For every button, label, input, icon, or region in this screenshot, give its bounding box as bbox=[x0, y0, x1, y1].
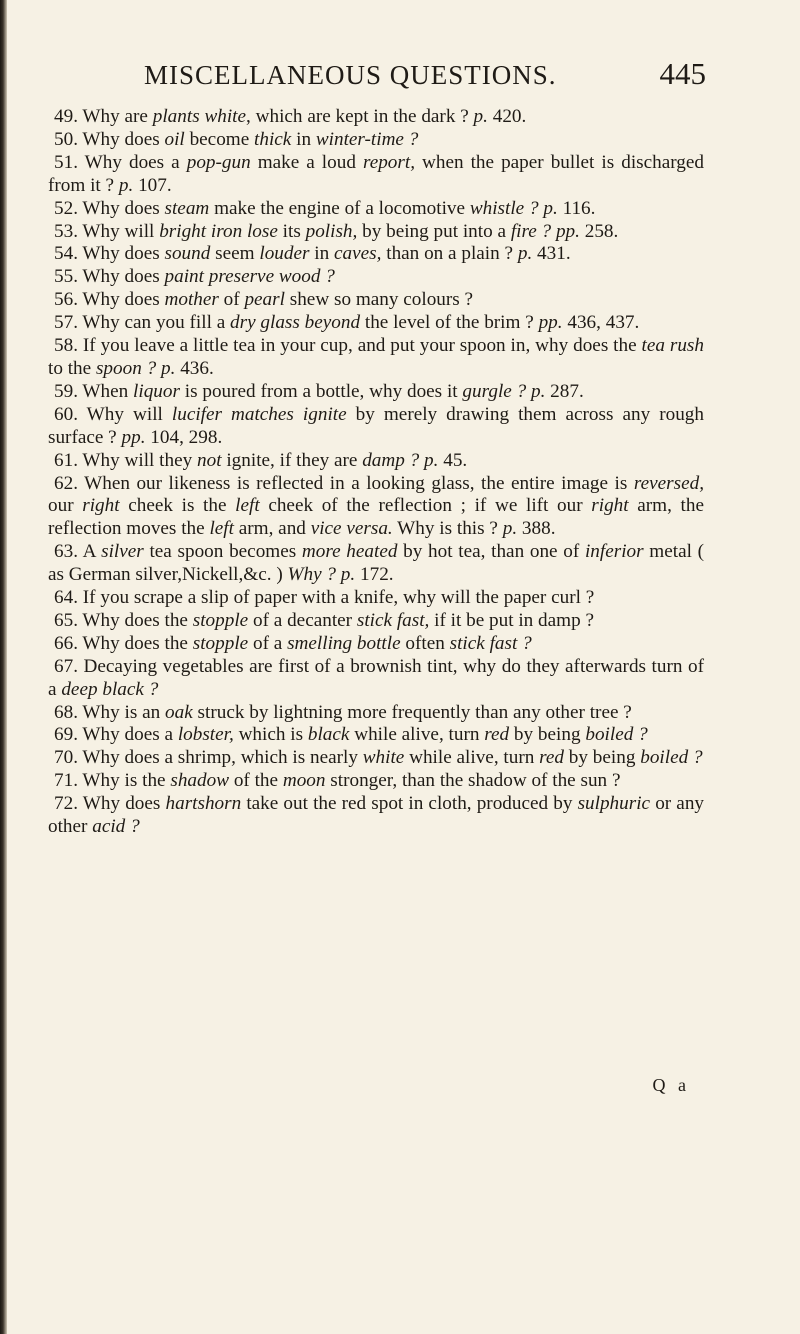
question-emphasis: oil bbox=[164, 128, 185, 150]
question-emphasis: white bbox=[362, 747, 405, 769]
question-emphasis: p. bbox=[161, 357, 176, 379]
question-text: cheek is the bbox=[119, 495, 236, 517]
question-emphasis: spoon ? bbox=[95, 357, 157, 379]
question-text: make a loud bbox=[250, 151, 363, 173]
question-item bbox=[48, 793, 704, 839]
question-emphasis: right bbox=[591, 495, 629, 517]
question-text: 388. bbox=[517, 518, 556, 540]
question-text: 258. bbox=[579, 220, 619, 242]
question-item bbox=[48, 656, 704, 702]
question-emphasis: red bbox=[539, 747, 564, 769]
question-text: 70. Why does a shrimp, which is nearly bbox=[54, 747, 363, 769]
question-emphasis: stick fast ? bbox=[449, 632, 532, 654]
question-text: by merely drawing them across any rough surface ? bbox=[48, 403, 704, 448]
question-text: by being put into a bbox=[357, 220, 511, 242]
question-text: 69. Why does a bbox=[54, 724, 178, 746]
question-emphasis: p. bbox=[424, 449, 439, 471]
question-emphasis: vice versa. bbox=[310, 518, 393, 540]
question-text: the level of the brim ? bbox=[360, 312, 539, 334]
question-emphasis: paint preserve wood ? bbox=[164, 266, 335, 288]
running-head bbox=[56, 56, 706, 94]
question-text: arm, the reflection moves the bbox=[48, 495, 704, 540]
question-item bbox=[48, 473, 704, 542]
question-text: when the paper bullet is discharged from it ? bbox=[48, 151, 704, 196]
question-emphasis: left bbox=[209, 518, 234, 540]
question-emphasis: p. bbox=[543, 197, 558, 219]
question-text: by being bbox=[564, 747, 641, 769]
question-item bbox=[48, 243, 704, 266]
question-emphasis: lucifer matches ignite bbox=[171, 403, 347, 425]
question-text: 45. bbox=[438, 449, 468, 471]
question-text: by hot tea, than one of bbox=[397, 541, 585, 563]
question-item bbox=[48, 335, 704, 381]
question-emphasis: bright iron lose bbox=[159, 220, 278, 242]
question-emphasis: stopple bbox=[192, 632, 249, 654]
question-text: or any other bbox=[48, 793, 705, 838]
question-emphasis: silver bbox=[101, 541, 144, 563]
question-text: while alive, turn bbox=[349, 724, 485, 746]
question-item bbox=[48, 312, 704, 335]
question-text: 62. When our likeness is reflected in a looking glass, the entire image is bbox=[54, 472, 634, 494]
question-item bbox=[48, 266, 704, 289]
question-emphasis: winter-time ? bbox=[315, 128, 419, 150]
question-item bbox=[48, 633, 704, 656]
question-emphasis: pop-gun bbox=[186, 151, 251, 173]
question-emphasis: p. bbox=[517, 243, 533, 265]
question-item bbox=[48, 404, 704, 450]
question-emphasis: inferior bbox=[584, 541, 644, 563]
question-emphasis: tea rush bbox=[641, 335, 704, 357]
question-text: become bbox=[184, 128, 255, 150]
question-emphasis: pp. bbox=[555, 220, 580, 242]
question-emphasis: acid ? bbox=[92, 816, 140, 838]
question-text: stronger, than the shadow of the sun ? bbox=[325, 770, 621, 792]
question-text: 431. bbox=[532, 243, 571, 265]
question-emphasis: louder bbox=[259, 243, 310, 265]
question-emphasis: liquor bbox=[133, 380, 180, 402]
question-text: 59. When bbox=[54, 380, 134, 402]
question-text: 57. Why can you fill a bbox=[54, 312, 231, 334]
question-emphasis: reversed, bbox=[633, 472, 704, 494]
question-text: 63. A bbox=[54, 541, 102, 563]
question-item bbox=[48, 152, 704, 198]
question-text: seem bbox=[210, 243, 260, 265]
question-text: metal ( as German silver,Nickell,&c. ) bbox=[48, 541, 704, 586]
question-text: 104, 298. bbox=[145, 426, 223, 448]
question-emphasis: lobster, bbox=[177, 724, 234, 746]
question-emphasis: dry glass beyond bbox=[230, 312, 361, 334]
question-text: in bbox=[291, 128, 316, 150]
question-text: 116. bbox=[557, 197, 596, 219]
question-emphasis: left bbox=[235, 495, 260, 517]
question-text: is poured from a bottle, why does it bbox=[179, 380, 463, 402]
question-emphasis: caves, bbox=[334, 243, 382, 265]
signature-mark: Q a bbox=[652, 1075, 690, 1095]
question-text: of bbox=[218, 289, 245, 311]
question-text: 51. Why does a bbox=[54, 151, 187, 173]
question-item bbox=[48, 724, 704, 747]
question-item bbox=[48, 289, 704, 312]
question-text: cheek of the reflection ; if we lift our bbox=[259, 495, 592, 517]
question-item bbox=[48, 106, 704, 129]
question-text: 436, 437. bbox=[562, 312, 640, 334]
question-emphasis: stopple bbox=[192, 609, 249, 631]
question-item bbox=[48, 450, 704, 473]
question-text: , which are kept in the dark ? bbox=[246, 106, 474, 127]
question-emphasis: thick bbox=[254, 128, 292, 150]
question-text: by being bbox=[509, 724, 586, 746]
page-number: 445 bbox=[659, 56, 706, 91]
question-emphasis: deep black ? bbox=[61, 678, 159, 700]
question-text: make the engine of a locomotive bbox=[209, 197, 470, 219]
question-text: often bbox=[400, 632, 450, 654]
question-emphasis: smelling bottle bbox=[287, 632, 401, 654]
question-text: 55. Why does bbox=[54, 266, 165, 288]
question-text: in bbox=[309, 243, 335, 265]
question-text: take out the red spot in cloth, produced by bbox=[241, 793, 578, 815]
question-emphasis: hartshorn bbox=[165, 793, 242, 815]
question-text: 107. bbox=[133, 174, 172, 196]
question-text: 71. Why is the bbox=[54, 770, 171, 792]
question-emphasis: polish, bbox=[305, 220, 358, 242]
question-text: ignite, if they are bbox=[221, 449, 363, 471]
question-text: of a decanter bbox=[248, 609, 357, 631]
question-emphasis: p. bbox=[502, 518, 518, 540]
question-text: of the bbox=[229, 770, 283, 792]
question-text: 64. If you scrape a slip of paper with a knife, why will the paper curl ? bbox=[54, 587, 595, 609]
question-emphasis: red bbox=[484, 724, 510, 746]
question-text: of a bbox=[248, 632, 288, 654]
question-emphasis: oak bbox=[165, 701, 193, 723]
question-text: 56. Why does bbox=[54, 289, 165, 311]
question-emphasis: pp. bbox=[121, 426, 146, 448]
question-emphasis: sound bbox=[164, 243, 211, 265]
question-text: 72. Why does bbox=[54, 793, 166, 815]
question-item bbox=[48, 587, 704, 610]
question-text: 58. If you leave a little tea in your cup, and put your spoon in, why does the bbox=[54, 335, 642, 357]
question-emphasis: steam bbox=[164, 197, 210, 219]
question-text: 60. Why will bbox=[54, 403, 172, 425]
question-text: 52. Why does bbox=[54, 197, 165, 219]
question-emphasis: gurgle ? bbox=[462, 380, 527, 402]
question-emphasis: plants white bbox=[152, 106, 247, 127]
question-text: than on a plain ? bbox=[381, 243, 518, 265]
question-emphasis: black bbox=[307, 724, 350, 746]
question-text: 54. Why does bbox=[54, 243, 165, 265]
question-emphasis: p. bbox=[473, 106, 488, 127]
question-text: to the bbox=[48, 357, 96, 379]
question-item bbox=[48, 129, 704, 152]
question-emphasis: fire ? bbox=[510, 220, 552, 242]
question-text: while alive, turn bbox=[404, 747, 540, 769]
question-emphasis: boiled ? bbox=[585, 724, 648, 746]
question-text: 65. Why does the bbox=[54, 609, 193, 631]
question-item bbox=[48, 198, 704, 221]
question-emphasis: p. bbox=[530, 380, 546, 402]
question-emphasis: right bbox=[82, 495, 120, 517]
question-text: our bbox=[48, 495, 83, 517]
question-text: 172. bbox=[355, 564, 394, 586]
question-emphasis: Why ? p. bbox=[287, 564, 356, 586]
question-text: 50. Why does bbox=[54, 128, 165, 150]
question-text: Why is this ? bbox=[392, 518, 503, 540]
question-item bbox=[48, 610, 704, 633]
question-emphasis: not bbox=[197, 449, 222, 471]
question-emphasis: shadow bbox=[170, 770, 230, 792]
question-text: 61. Why will they bbox=[54, 449, 198, 471]
question-list bbox=[48, 106, 704, 839]
question-text: 67. Decaying vegetables are first of a brownish tint, why do they afterwards turn of a bbox=[48, 655, 704, 700]
question-item bbox=[48, 770, 704, 793]
question-emphasis: boiled ? bbox=[640, 747, 703, 769]
question-emphasis: whistle ? bbox=[469, 197, 539, 219]
question-text: struck by lightning more frequently than any other tree ? bbox=[192, 701, 632, 723]
running-title: MISCELLANEOUS QUESTIONS. bbox=[144, 60, 557, 90]
question-text: which is bbox=[233, 724, 308, 746]
question-text: 420. bbox=[487, 106, 527, 127]
question-text: 49. Why are bbox=[54, 106, 153, 127]
question-emphasis: more heated bbox=[301, 541, 398, 563]
question-emphasis: damp ? bbox=[362, 449, 420, 471]
page-binding-edge bbox=[0, 0, 7, 1334]
question-text: 436. bbox=[175, 357, 214, 379]
question-emphasis: sulphuric bbox=[577, 793, 651, 815]
question-item bbox=[48, 747, 704, 770]
question-text: arm, and bbox=[233, 518, 311, 540]
question-text: shew so many colours ? bbox=[284, 289, 474, 311]
question-text: if it be put in damp ? bbox=[429, 609, 595, 631]
question-text: tea spoon becomes bbox=[143, 541, 302, 563]
question-text: 66. Why does the bbox=[54, 632, 193, 654]
question-item bbox=[48, 541, 704, 587]
question-emphasis: pp. bbox=[538, 312, 563, 334]
question-emphasis: moon bbox=[282, 770, 326, 792]
question-emphasis: pearl bbox=[244, 289, 285, 311]
question-item bbox=[48, 221, 704, 244]
question-text: 287. bbox=[545, 380, 584, 402]
question-emphasis: report, bbox=[362, 151, 415, 173]
question-emphasis: stick fast, bbox=[356, 609, 430, 631]
question-text: 53. Why will bbox=[54, 220, 160, 242]
question-text: 68. Why is an bbox=[54, 701, 166, 723]
question-emphasis: p. bbox=[118, 174, 134, 196]
question-item bbox=[48, 381, 704, 404]
question-emphasis: mother bbox=[164, 289, 219, 311]
question-text: its bbox=[277, 220, 306, 242]
question-item bbox=[48, 702, 704, 725]
